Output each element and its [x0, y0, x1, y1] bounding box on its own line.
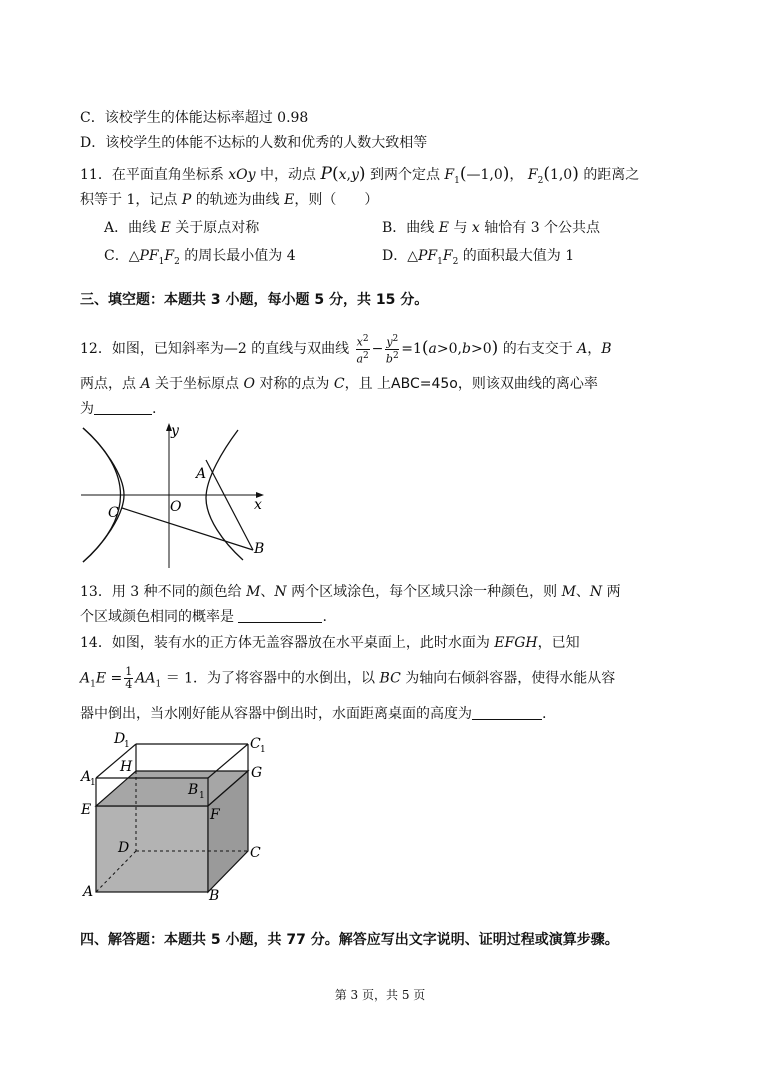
point-a-label: A: [196, 466, 207, 482]
option-c-prev: C．该校学生的体能达标率超过 0.98: [80, 110, 309, 126]
q11-option-d: D．$\triangle PF_1F_2$ 的面积最大值为 1: [382, 248, 575, 267]
q12-line3: 为 .: [80, 401, 157, 417]
y-label: y: [171, 423, 179, 439]
x-label: x: [254, 497, 262, 513]
cube-container-figure: [78, 726, 278, 902]
svg-text:1: 1: [124, 740, 130, 750]
q11-option-b: B．曲线 E 与 x 轴恰有 3 个公共点: [382, 220, 601, 236]
label-a1: A: [81, 769, 92, 785]
label-b: B: [209, 888, 220, 902]
q13-line2: 个区域颜色相同的概率是 .: [80, 609, 327, 625]
label-c: C: [250, 845, 261, 861]
label-f: F: [210, 807, 220, 823]
q11-option-a: A．曲线 E 关于原点对称: [104, 220, 260, 236]
q14-line3: 器中倒出，当水刚好能从容器中倒出时，水面距离桌面的高度为 .: [80, 706, 547, 722]
svg-text:1: 1: [260, 745, 266, 755]
q12-line2: 两点，点 A 关于坐标原点 O 对称的点为 C，且 上ABC=45ο，则该双曲线的离心率: [80, 376, 598, 392]
q11-line1: 11．在平面直角坐标系 xOy 中，动点 P(x,y) 到两个定点 $F_1(—1,0)$， $F_2(1,0)$ 的距离之: [80, 164, 640, 186]
q11-line2: 积等于 1，记点 P 的轨迹为曲线 E，则（ ）: [80, 192, 379, 208]
q13-line1: 13．用 3 种不同的颜色给 M、N 两个区域涂色，每个区域只涂一种颜色，则 M、N 两: [80, 584, 621, 600]
svg-text:1: 1: [90, 778, 96, 788]
label-g: G: [251, 765, 263, 781]
q14-line2: $A_1E$ = $\frac{1}{4}$ $AA_1 = 1$．为了将容器中的水倒出，以 BC 为轴向右倾斜容器，使得水能从容: [80, 665, 616, 691]
svg-text:1: 1: [199, 791, 205, 801]
label-e: E: [81, 802, 92, 818]
line-cb: [122, 508, 253, 550]
q14-answer-blank[interactable]: [472, 705, 542, 720]
water-front-face: [96, 806, 208, 892]
hyperbola-figure: [78, 420, 278, 570]
q14-line1: 14．如图，装有水的正方体无盖容器放在水平桌面上，此时水面为 EFGH，已知: [80, 635, 580, 651]
line-ab: [206, 460, 253, 550]
point-b-label: B: [254, 541, 265, 557]
q13-answer-blank[interactable]: [238, 608, 322, 623]
label-b1: B: [188, 782, 199, 798]
q12-answer-blank[interactable]: [94, 400, 152, 415]
page-footer: 第 3 页，共 5 页: [334, 988, 426, 1002]
option-d-prev: D．该校学生的体能不达标的人数和优秀的人数大致相等: [80, 135, 428, 151]
origin-label: O: [170, 499, 182, 515]
point-c-label: C: [108, 505, 119, 521]
q12-line1: 12．如图，已知斜率为—2 的直线与双曲线 $\frac{x^2}{a^2}$ − $\frac{y^2}{b^2}$ =1(a>0,b>0) 的右支交于 A，B: [80, 334, 612, 366]
label-d: D: [118, 840, 130, 856]
label-d1: D: [114, 731, 126, 747]
section-4-heading: 四、解答题：本题共 5 小题，共 77 分。解答应写出文字说明、证明过程或演算步骤。: [80, 932, 619, 948]
section-3-heading: 三、填空题：本题共 3 小题，每小题 5 分，共 15 分。: [80, 292, 429, 308]
label-a: A: [83, 884, 94, 900]
label-c1: C: [250, 736, 261, 752]
label-h: H: [120, 759, 133, 775]
q11-option-c: C．$\triangle PF_1F_2$ 的周长最小值为 4: [104, 248, 296, 267]
